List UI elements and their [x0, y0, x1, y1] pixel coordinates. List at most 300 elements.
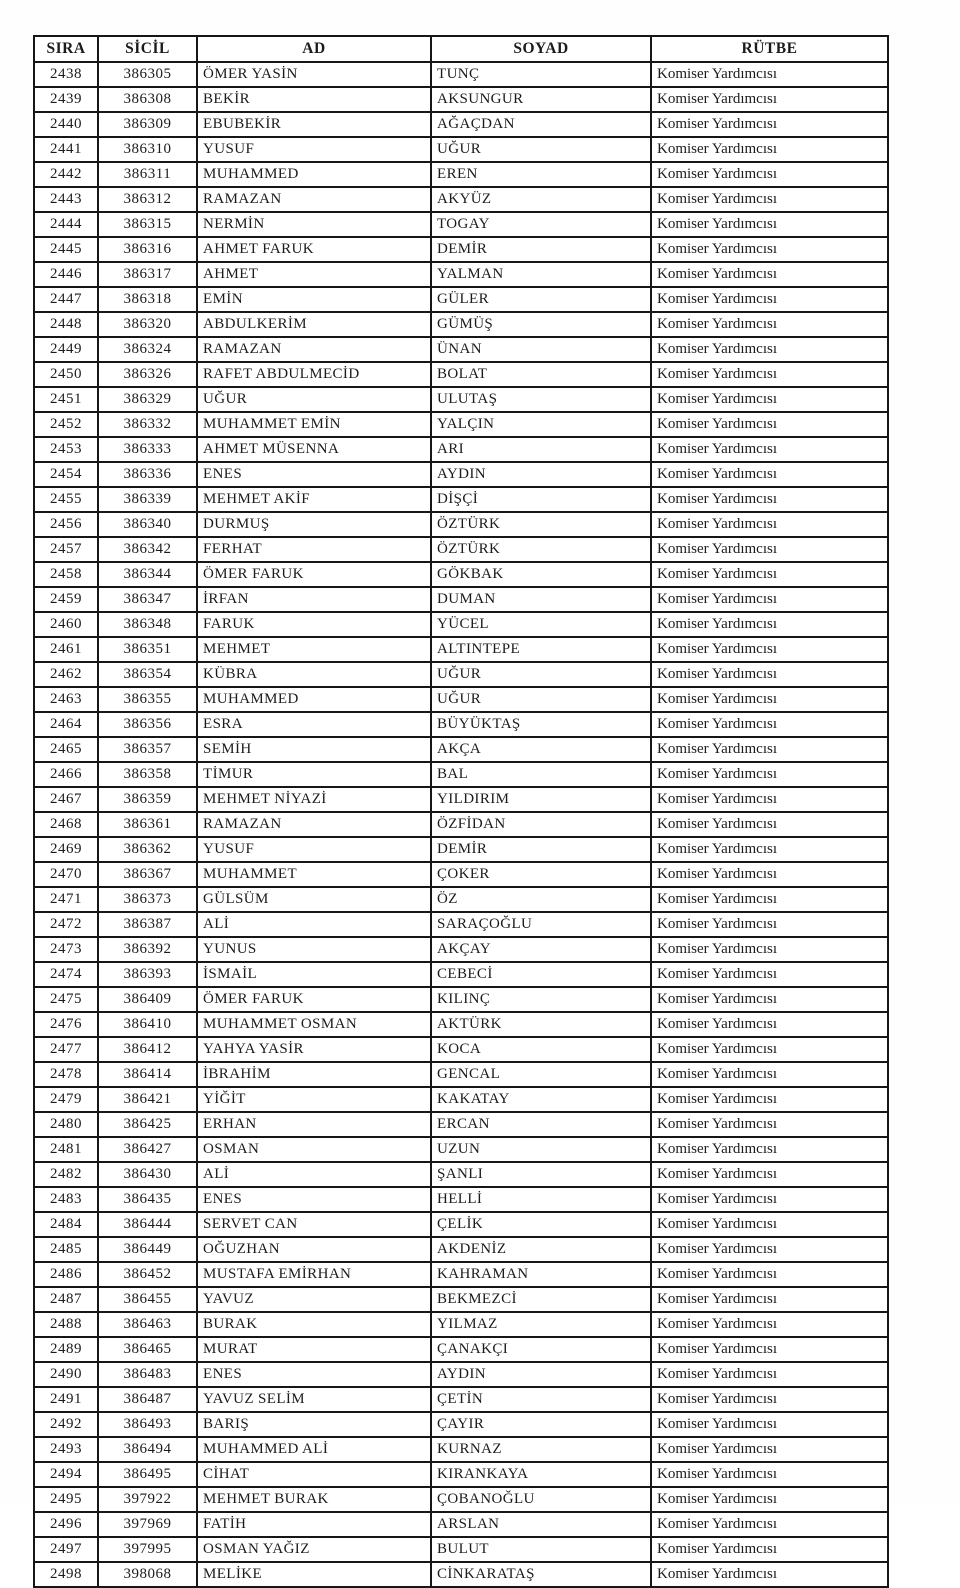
cell-soyad: YILDIRIM [431, 787, 651, 812]
cell-sira: 2448 [34, 312, 98, 337]
cell-sira: 2485 [34, 1237, 98, 1262]
cell-ad: RAMAZAN [197, 337, 431, 362]
table-row [34, 262, 888, 287]
cell-rank: Komiser Yardımcısı [651, 662, 888, 687]
cell-ad: MEHMET AKİF [197, 487, 431, 512]
cell-ad: İBRAHİM [197, 1062, 431, 1087]
cell-rank: Komiser Yardımcısı [651, 712, 888, 737]
cell-ad: TİMUR [197, 762, 431, 787]
cell-sicil: 386455 [98, 1287, 197, 1312]
cell-soyad: YÜCEL [431, 612, 651, 637]
cell-ad: MEHMET NİYAZİ [197, 787, 431, 812]
cell-sicil: 386318 [98, 287, 197, 312]
cell-sicil: 386393 [98, 962, 197, 987]
table-row [34, 487, 888, 512]
cell-sira: 2464 [34, 712, 98, 737]
cell-ad: BEKİR [197, 87, 431, 112]
cell-ad: MELİKE [197, 1562, 431, 1587]
table-row [34, 887, 888, 912]
cell-sicil: 386305 [98, 62, 197, 87]
cell-ad: SERVET CAN [197, 1212, 431, 1237]
table-row [34, 412, 888, 437]
cell-sicil: 386430 [98, 1162, 197, 1187]
cell-rank: Komiser Yardımcısı [651, 887, 888, 912]
cell-sicil: 386355 [98, 687, 197, 712]
column-header-sira: SIRA [34, 36, 98, 62]
cell-sicil: 386361 [98, 812, 197, 837]
cell-sicil: 386332 [98, 412, 197, 437]
cell-ad: YAVUZ [197, 1287, 431, 1312]
cell-soyad: DEMİR [431, 837, 651, 862]
cell-soyad: DEMİR [431, 237, 651, 262]
cell-sicil: 386340 [98, 512, 197, 537]
table-row [34, 1087, 888, 1112]
cell-rank: Komiser Yardımcısı [651, 562, 888, 587]
cell-sicil: 386309 [98, 112, 197, 137]
cell-sicil: 386356 [98, 712, 197, 737]
cell-ad: DURMUŞ [197, 512, 431, 537]
cell-sicil: 386410 [98, 1012, 197, 1037]
cell-rank: Komiser Yardımcısı [651, 962, 888, 987]
cell-soyad: UĞUR [431, 662, 651, 687]
cell-sira: 2496 [34, 1512, 98, 1537]
cell-rank: Komiser Yardımcısı [651, 1437, 888, 1462]
cell-ad: ERHAN [197, 1112, 431, 1137]
cell-sira: 2481 [34, 1137, 98, 1162]
table-row [34, 437, 888, 462]
cell-sira: 2460 [34, 612, 98, 637]
cell-sicil: 386359 [98, 787, 197, 812]
table-row [34, 1487, 888, 1512]
cell-sira: 2446 [34, 262, 98, 287]
column-header-soyad: SOYAD [431, 36, 651, 62]
cell-soyad: DUMAN [431, 587, 651, 612]
cell-sicil: 386351 [98, 637, 197, 662]
cell-ad: ÖMER YASİN [197, 62, 431, 87]
cell-ad: ÖMER FARUK [197, 562, 431, 587]
cell-sira: 2445 [34, 237, 98, 262]
cell-sicil: 386483 [98, 1362, 197, 1387]
table-row [34, 137, 888, 162]
cell-rank: Komiser Yardımcısı [651, 137, 888, 162]
cell-rank: Komiser Yardımcısı [651, 862, 888, 887]
table-row [34, 1512, 888, 1537]
cell-sira: 2473 [34, 937, 98, 962]
table-row [34, 512, 888, 537]
cell-rank: Komiser Yardımcısı [651, 462, 888, 487]
table-row [34, 662, 888, 687]
cell-sicil: 386320 [98, 312, 197, 337]
cell-ad: MUHAMMET [197, 862, 431, 887]
cell-rank: Komiser Yardımcısı [651, 1212, 888, 1237]
cell-ad: YUSUF [197, 137, 431, 162]
cell-sicil: 386308 [98, 87, 197, 112]
cell-rank: Komiser Yardımcısı [651, 87, 888, 112]
table-row [34, 212, 888, 237]
cell-sicil: 386414 [98, 1062, 197, 1087]
cell-rank: Komiser Yardımcısı [651, 1562, 888, 1587]
cell-rank: Komiser Yardımcısı [651, 312, 888, 337]
cell-rank: Komiser Yardımcısı [651, 587, 888, 612]
cell-sira: 2476 [34, 1012, 98, 1037]
table-row [34, 862, 888, 887]
cell-sira: 2474 [34, 962, 98, 987]
column-header-sicil: SİCİL [98, 36, 197, 62]
cell-sira: 2452 [34, 412, 98, 437]
table-row [34, 187, 888, 212]
table-row [34, 62, 888, 87]
table-row [34, 1062, 888, 1087]
table-row [34, 1162, 888, 1187]
cell-sicil: 386354 [98, 662, 197, 687]
cell-sicil: 386493 [98, 1412, 197, 1437]
table-row [34, 112, 888, 137]
cell-rank: Komiser Yardımcısı [651, 1287, 888, 1312]
cell-ad: MUHAMMET OSMAN [197, 1012, 431, 1037]
table-row [34, 687, 888, 712]
table-row [34, 312, 888, 337]
cell-sira: 2484 [34, 1212, 98, 1237]
cell-ad: UĞUR [197, 387, 431, 412]
cell-rank: Komiser Yardımcısı [651, 1162, 888, 1187]
cell-rank: Komiser Yardımcısı [651, 1387, 888, 1412]
cell-ad: RAMAZAN [197, 187, 431, 212]
cell-ad: MEHMET BURAK [197, 1487, 431, 1512]
cell-sira: 2455 [34, 487, 98, 512]
cell-sicil: 386336 [98, 462, 197, 487]
cell-rank: Komiser Yardımcısı [651, 437, 888, 462]
cell-soyad: ÇAYIR [431, 1412, 651, 1437]
cell-soyad: EREN [431, 162, 651, 187]
cell-sicil: 386392 [98, 937, 197, 962]
column-header-rutbe: RÜTBE [651, 36, 888, 62]
cell-sira: 2487 [34, 1287, 98, 1312]
cell-soyad: ÇOBANOĞLU [431, 1487, 651, 1512]
cell-soyad: ŞANLI [431, 1162, 651, 1187]
cell-sira: 2468 [34, 812, 98, 837]
cell-sira: 2456 [34, 512, 98, 537]
cell-rank: Komiser Yardımcısı [651, 1087, 888, 1112]
cell-sicil: 386463 [98, 1312, 197, 1337]
column-header-ad: AD [197, 36, 431, 62]
cell-sira: 2493 [34, 1437, 98, 1462]
cell-sira: 2451 [34, 387, 98, 412]
cell-rank: Komiser Yardımcısı [651, 1037, 888, 1062]
table-row [34, 287, 888, 312]
cell-rank: Komiser Yardımcısı [651, 187, 888, 212]
cell-soyad: BÜYÜKTAŞ [431, 712, 651, 737]
cell-soyad: KAKATAY [431, 1087, 651, 1112]
cell-soyad: UĞUR [431, 687, 651, 712]
cell-soyad: ÇOKER [431, 862, 651, 887]
cell-sira: 2443 [34, 187, 98, 212]
cell-rank: Komiser Yardımcısı [651, 812, 888, 837]
cell-soyad: KIRANKAYA [431, 1462, 651, 1487]
cell-sicil: 386326 [98, 362, 197, 387]
cell-sicil: 386367 [98, 862, 197, 887]
cell-sira: 2469 [34, 837, 98, 862]
cell-rank: Komiser Yardımcısı [651, 1237, 888, 1262]
cell-sira: 2491 [34, 1387, 98, 1412]
cell-sicil: 386317 [98, 262, 197, 287]
cell-sicil: 386465 [98, 1337, 197, 1362]
cell-sicil: 386347 [98, 587, 197, 612]
table-row [34, 612, 888, 637]
table-row [34, 1437, 888, 1462]
cell-sicil: 386329 [98, 387, 197, 412]
cell-ad: YİĞİT [197, 1087, 431, 1112]
cell-soyad: ÖZTÜRK [431, 537, 651, 562]
table-row [34, 562, 888, 587]
table-row [34, 1287, 888, 1312]
cell-rank: Komiser Yardımcısı [651, 112, 888, 137]
cell-sicil: 386494 [98, 1437, 197, 1462]
cell-rank: Komiser Yardımcısı [651, 762, 888, 787]
cell-soyad: GÖKBAK [431, 562, 651, 587]
cell-sira: 2461 [34, 637, 98, 662]
cell-rank: Komiser Yardımcısı [651, 1462, 888, 1487]
cell-sira: 2463 [34, 687, 98, 712]
cell-ad: RAFET ABDULMECİD [197, 362, 431, 387]
cell-soyad: AKTÜRK [431, 1012, 651, 1037]
cell-sicil: 386444 [98, 1212, 197, 1237]
cell-soyad: AKDENİZ [431, 1237, 651, 1262]
cell-ad: ÖMER FARUK [197, 987, 431, 1012]
cell-sicil: 397969 [98, 1512, 197, 1537]
cell-sira: 2447 [34, 287, 98, 312]
cell-ad: CİHAT [197, 1462, 431, 1487]
table-header [34, 36, 888, 62]
cell-sira: 2488 [34, 1312, 98, 1337]
cell-soyad: ULUTAŞ [431, 387, 651, 412]
cell-sicil: 386333 [98, 437, 197, 462]
cell-ad: MURAT [197, 1337, 431, 1362]
cell-ad: AHMET [197, 262, 431, 287]
cell-ad: MUHAMMED ALİ [197, 1437, 431, 1462]
cell-sira: 2465 [34, 737, 98, 762]
table-row [34, 1262, 888, 1287]
cell-rank: Komiser Yardımcısı [651, 837, 888, 862]
cell-sira: 2490 [34, 1362, 98, 1387]
cell-ad: YUNUS [197, 937, 431, 962]
cell-sira: 2439 [34, 87, 98, 112]
table-row [34, 1137, 888, 1162]
cell-sicil: 386435 [98, 1187, 197, 1212]
table-row [34, 237, 888, 262]
cell-rank: Komiser Yardımcısı [651, 1187, 888, 1212]
cell-soyad: YALMAN [431, 262, 651, 287]
cell-sicil: 397995 [98, 1537, 197, 1562]
cell-soyad: SARAÇOĞLU [431, 912, 651, 937]
cell-rank: Komiser Yardımcısı [651, 1112, 888, 1137]
cell-ad: EMİN [197, 287, 431, 312]
cell-ad: BARIŞ [197, 1412, 431, 1437]
cell-rank: Komiser Yardımcısı [651, 937, 888, 962]
cell-sira: 2459 [34, 587, 98, 612]
cell-sira: 2494 [34, 1462, 98, 1487]
cell-soyad: BAL [431, 762, 651, 787]
cell-rank: Komiser Yardımcısı [651, 1487, 888, 1512]
cell-soyad: ÇANAKÇI [431, 1337, 651, 1362]
cell-sicil: 386342 [98, 537, 197, 562]
cell-soyad: BEKMEZCİ [431, 1287, 651, 1312]
table-row [34, 1012, 888, 1037]
cell-ad: ABDULKERİM [197, 312, 431, 337]
cell-ad: OSMAN [197, 1137, 431, 1162]
cell-ad: MUSTAFA EMİRHAN [197, 1262, 431, 1287]
table-body [34, 62, 888, 1587]
cell-sira: 2492 [34, 1412, 98, 1437]
cell-rank: Komiser Yardımcısı [651, 1362, 888, 1387]
cell-ad: MUHAMMED [197, 162, 431, 187]
cell-soyad: ERCAN [431, 1112, 651, 1137]
cell-rank: Komiser Yardımcısı [651, 737, 888, 762]
table-row [34, 837, 888, 862]
cell-ad: FATİH [197, 1512, 431, 1537]
cell-soyad: KAHRAMAN [431, 1262, 651, 1287]
table-row [34, 987, 888, 1012]
cell-soyad: ÇETİN [431, 1387, 651, 1412]
table-row [34, 762, 888, 787]
cell-sira: 2444 [34, 212, 98, 237]
cell-ad: KÜBRA [197, 662, 431, 687]
cell-sira: 2477 [34, 1037, 98, 1062]
cell-sicil: 386357 [98, 737, 197, 762]
cell-soyad: UĞUR [431, 137, 651, 162]
cell-sicil: 386339 [98, 487, 197, 512]
cell-rank: Komiser Yardımcısı [651, 1337, 888, 1362]
cell-soyad: ARSLAN [431, 1512, 651, 1537]
cell-sira: 2440 [34, 112, 98, 137]
cell-ad: AHMET MÜSENNA [197, 437, 431, 462]
table-row [34, 337, 888, 362]
table-row [34, 787, 888, 812]
cell-soyad: ÇELİK [431, 1212, 651, 1237]
cell-rank: Komiser Yardımcısı [651, 62, 888, 87]
cell-soyad: AĞAÇDAN [431, 112, 651, 137]
cell-sicil: 386316 [98, 237, 197, 262]
table-row [34, 1462, 888, 1487]
table-row [34, 937, 888, 962]
table-row [34, 1337, 888, 1362]
cell-ad: FERHAT [197, 537, 431, 562]
cell-ad: İSMAİL [197, 962, 431, 987]
cell-rank: Komiser Yardımcısı [651, 237, 888, 262]
cell-ad: GÜLSÜM [197, 887, 431, 912]
cell-rank: Komiser Yardımcısı [651, 537, 888, 562]
cell-ad: FARUK [197, 612, 431, 637]
cell-ad: OĞUZHAN [197, 1237, 431, 1262]
table-row [34, 737, 888, 762]
cell-ad: ALİ [197, 912, 431, 937]
cell-sicil: 386427 [98, 1137, 197, 1162]
cell-sira: 2470 [34, 862, 98, 887]
cell-soyad: BULUT [431, 1537, 651, 1562]
cell-sira: 2472 [34, 912, 98, 937]
cell-sira: 2462 [34, 662, 98, 687]
cell-sira: 2482 [34, 1162, 98, 1187]
table-row [34, 87, 888, 112]
cell-sicil: 386409 [98, 987, 197, 1012]
cell-sicil: 386387 [98, 912, 197, 937]
cell-soyad: UZUN [431, 1137, 651, 1162]
cell-soyad: DİŞÇİ [431, 487, 651, 512]
cell-sira: 2480 [34, 1112, 98, 1137]
cell-soyad: TUNÇ [431, 62, 651, 87]
cell-sira: 2478 [34, 1062, 98, 1087]
cell-rank: Komiser Yardımcısı [651, 1537, 888, 1562]
cell-rank: Komiser Yardımcısı [651, 262, 888, 287]
table-row [34, 1112, 888, 1137]
cell-sicil: 386324 [98, 337, 197, 362]
cell-ad: OSMAN YAĞIZ [197, 1537, 431, 1562]
cell-ad: ENES [197, 1362, 431, 1387]
table-row [34, 812, 888, 837]
cell-soyad: KOCA [431, 1037, 651, 1062]
cell-sicil: 398068 [98, 1562, 197, 1587]
cell-soyad: BOLAT [431, 362, 651, 387]
cell-ad: EBUBEKİR [197, 112, 431, 137]
cell-sicil: 386312 [98, 187, 197, 212]
cell-soyad: TOGAY [431, 212, 651, 237]
cell-soyad: ÜNAN [431, 337, 651, 362]
cell-sira: 2475 [34, 987, 98, 1012]
cell-sira: 2466 [34, 762, 98, 787]
cell-ad: MUHAMMED [197, 687, 431, 712]
cell-ad: YAVUZ SELİM [197, 1387, 431, 1412]
cell-sicil: 386487 [98, 1387, 197, 1412]
cell-sicil: 386311 [98, 162, 197, 187]
table-row [34, 1037, 888, 1062]
cell-sicil: 386449 [98, 1237, 197, 1262]
cell-soyad: AYDIN [431, 1362, 651, 1387]
cell-sira: 2479 [34, 1087, 98, 1112]
cell-sicil: 386425 [98, 1112, 197, 1137]
table-row [34, 962, 888, 987]
table-row [34, 462, 888, 487]
cell-rank: Komiser Yardımcısı [651, 1137, 888, 1162]
cell-soyad: GÜMÜŞ [431, 312, 651, 337]
cell-sicil: 386421 [98, 1087, 197, 1112]
cell-rank: Komiser Yardımcısı [651, 687, 888, 712]
cell-sira: 2498 [34, 1562, 98, 1587]
cell-ad: NERMİN [197, 212, 431, 237]
cell-ad: İRFAN [197, 587, 431, 612]
table-row [34, 912, 888, 937]
cell-sira: 2453 [34, 437, 98, 462]
cell-rank: Komiser Yardımcısı [651, 1262, 888, 1287]
cell-soyad: ALTINTEPE [431, 637, 651, 662]
cell-sicil: 386452 [98, 1262, 197, 1287]
table-row [34, 587, 888, 612]
cell-rank: Komiser Yardımcısı [651, 987, 888, 1012]
cell-soyad: ARI [431, 437, 651, 462]
cell-rank: Komiser Yardımcısı [651, 387, 888, 412]
table-row [34, 1387, 888, 1412]
cell-soyad: YALÇIN [431, 412, 651, 437]
cell-ad: YAHYA YASİR [197, 1037, 431, 1062]
cell-soyad: AKÇAY [431, 937, 651, 962]
cell-sira: 2438 [34, 62, 98, 87]
cell-sicil: 386310 [98, 137, 197, 162]
cell-sira: 2441 [34, 137, 98, 162]
cell-sicil: 386495 [98, 1462, 197, 1487]
cell-soyad: CİNKARATAŞ [431, 1562, 651, 1587]
cell-ad: MUHAMMET EMİN [197, 412, 431, 437]
cell-soyad: GÜLER [431, 287, 651, 312]
cell-ad: YUSUF [197, 837, 431, 862]
cell-soyad: AKSUNGUR [431, 87, 651, 112]
